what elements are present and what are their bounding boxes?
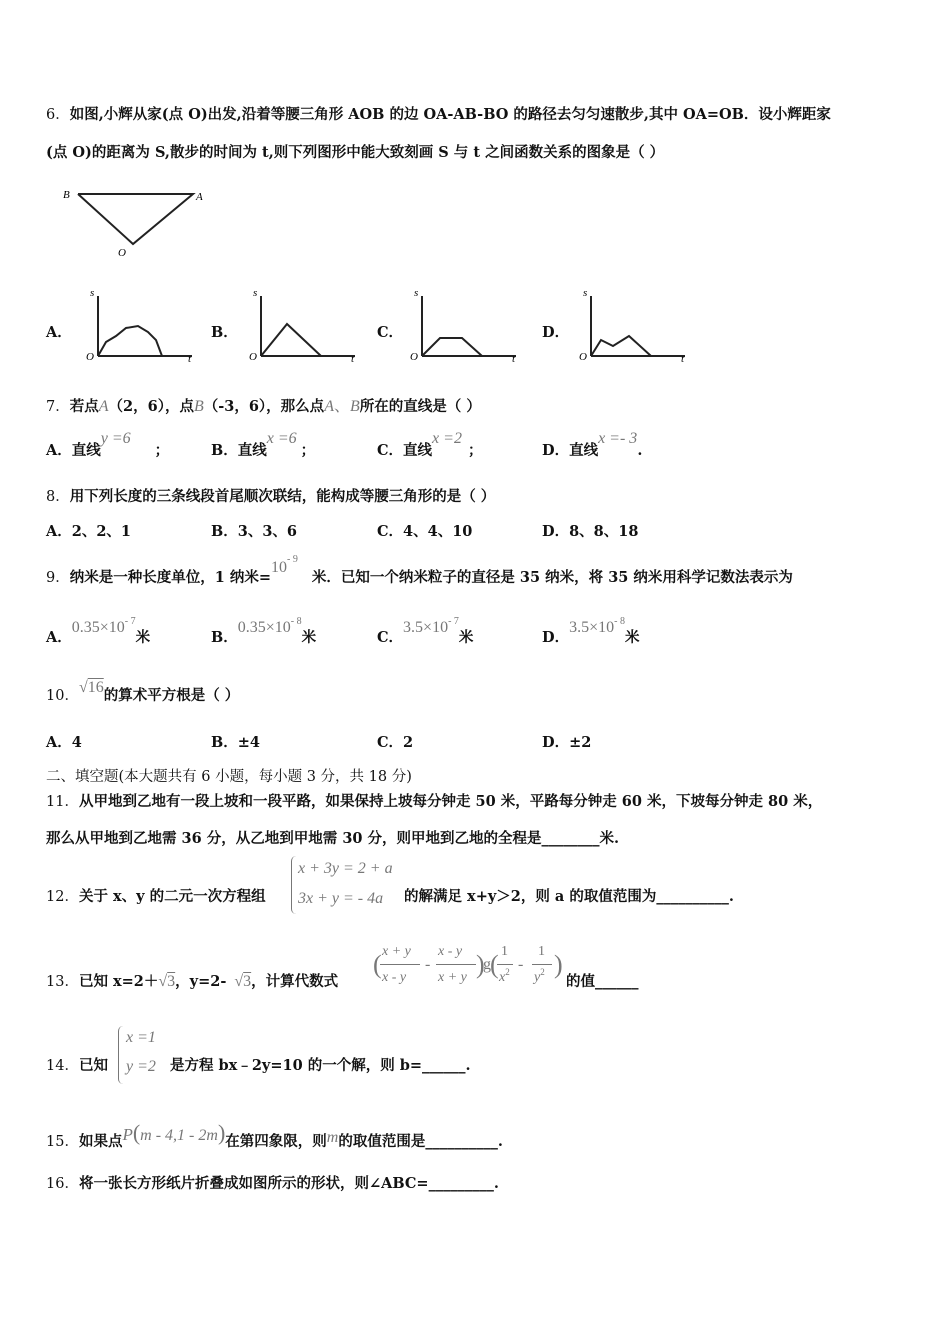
q13-mid-paren: ) xyxy=(476,950,485,979)
q13-frac1-num: x + y xyxy=(382,944,411,959)
q12-brace xyxy=(291,856,296,914)
q13-sqrt-2: √3 xyxy=(234,973,252,990)
svg-text:O: O xyxy=(118,247,126,259)
q8-option-c: C．4、4、10 xyxy=(377,523,473,540)
svg-text:O: O xyxy=(410,351,418,363)
q10-option-c: C．2 xyxy=(377,734,414,751)
q7-option-b: B．直线x =6； xyxy=(211,430,316,459)
q13-frac3-bar xyxy=(497,964,513,965)
q8-option-d: D．8、8、18 xyxy=(542,523,639,540)
svg-text:s: s xyxy=(583,287,588,299)
q13-sqrt-1: √3 xyxy=(158,973,176,990)
q8-option-b: B．3、3、6 xyxy=(211,523,298,540)
q12-equation-1: x + 3y = 2 + a xyxy=(298,860,393,877)
svg-text:O: O xyxy=(86,351,94,363)
q13-minus-1: - xyxy=(425,956,431,973)
svg-text:t: t xyxy=(188,353,192,364)
q14-brace xyxy=(118,1026,123,1084)
q10-option-b: B．±4 xyxy=(211,734,260,751)
q13-right-close-paren: ) xyxy=(554,950,563,979)
q14-stem-a: 14．已知 xyxy=(46,1057,108,1074)
q13-frac3-den: $x^2$ xyxy=(499,967,510,985)
q13-frac4-den: $y^2$ xyxy=(534,967,545,985)
q13-frac4-bar xyxy=(532,964,552,965)
q12-stem-b: 的解满足 x+y＞2，则 a 的取值范围为__________. xyxy=(404,888,734,905)
q6-option-d-graph xyxy=(575,284,695,364)
q13-dot: g xyxy=(483,956,491,973)
q7-option-a: A．直线y =6； xyxy=(46,430,170,459)
q8-stem: 8．用下列长度的三条线段首尾顺次联结，能构成等腰三角形的是（ ） xyxy=(46,488,496,505)
q7-stem: 7．若点A（2，6），点B（-3，6），那么点A、B所在的直线是（ ） xyxy=(46,398,481,415)
q11-line1: 11．从甲地到乙地有一段上坡和一段平路，如果保持上坡每分钟走 50 米，平路每分钟走 60 米，下坡每分钟走 80 米， xyxy=(46,793,823,810)
svg-text:B: B xyxy=(63,189,70,201)
q10-sqrt: √16 xyxy=(78,679,104,696)
svg-text:s: s xyxy=(414,287,419,299)
q13-frac2-num: x - y xyxy=(438,944,463,959)
q6-option-a-graph xyxy=(82,284,202,364)
svg-text:A: A xyxy=(196,191,203,203)
section-2-heading: 二、填空题(本大题共有 6 小题，每小题 3 分，共 18 分) xyxy=(46,769,412,785)
q13-frac4-num: 1 xyxy=(538,944,545,959)
q12-stem-a: 12．关于 x、y 的二元一次方程组 xyxy=(46,888,266,905)
q14-stem-b: 是方程 bx﹣2y=10 的一个解，则 b=______. xyxy=(170,1057,471,1074)
q11-line2: 那么从甲地到乙地需 36 分，从乙地到甲地需 30 分，则甲地到乙地的全程是________米. xyxy=(46,830,620,847)
q12-equation-2: 3x + y = - 4a xyxy=(298,890,384,907)
q16-stem: 16．将一张长方形纸片折叠成如图所示的形状，则∠ABC=_________. xyxy=(46,1175,499,1192)
q13-stem-b: 的值______ xyxy=(566,973,639,990)
q15-stem: 15．如果点P(m - 4,1 - 2m)在第四象限，则m的取值范围是__________. xyxy=(46,1120,503,1150)
q13-minus-2: - xyxy=(518,956,524,973)
q6-option-c-label: C． xyxy=(377,324,404,341)
q7-option-d: D．直线x =- 3. xyxy=(542,430,643,459)
q6-option-c-graph xyxy=(406,284,526,364)
q9-option-a: A．$0.35\times 10^{- 7}$米 xyxy=(46,616,151,646)
q6-option-a-label: A． xyxy=(46,324,72,341)
q13-left-paren: ( xyxy=(373,950,382,979)
q13-right-open-paren: ( xyxy=(490,950,499,979)
q13-frac2-den: x + y xyxy=(438,970,467,985)
q6-line2: (点 O)的距离为 S,散步的时间为 t,则下列图形中能大致刻画 S 与 t 之间函数关系的图象是（ ） xyxy=(46,144,665,161)
q8-option-a: A．2、2、1 xyxy=(46,523,132,540)
q13-frac1-bar xyxy=(380,964,420,965)
q9-option-d: D．$3.5\times 10^{- 8}$米 xyxy=(542,616,640,646)
q13-frac1-den: x - y xyxy=(382,970,407,985)
svg-text:s: s xyxy=(253,287,258,299)
q6-option-d-label: D． xyxy=(542,324,570,341)
svg-text:s: s xyxy=(90,287,95,299)
q10-option-d: D．±2 xyxy=(542,734,592,751)
q10-stem: 10．√16的算术平方根是（ ） xyxy=(46,679,240,704)
q14-equation-1: x =1 xyxy=(126,1029,156,1046)
q6-triangle-figure xyxy=(58,182,218,262)
q14-equation-2: y =2 xyxy=(126,1058,156,1075)
svg-text:t: t xyxy=(351,353,355,364)
q6-option-b-label: B． xyxy=(211,324,238,341)
q10-option-a: A．4 xyxy=(46,734,82,751)
q13-stem-a: 13．已知 x=2＋√3，y=2- √3，计算代数式 xyxy=(46,973,339,990)
q13-frac2-bar xyxy=(436,964,476,965)
q9-option-b: B．$0.35\times 10^{- 8}$米 xyxy=(211,616,317,646)
svg-text:t: t xyxy=(681,353,685,364)
svg-text:O: O xyxy=(579,351,587,363)
q7-option-c: C．直线x =2； xyxy=(377,430,483,459)
q6-option-b-graph xyxy=(245,284,365,364)
svg-text:t: t xyxy=(512,353,516,364)
q9-option-c: C．$3.5\times 10^{- 7}$米 xyxy=(377,616,474,646)
q6-line1: 6．如图,小辉从家(点 O)出发,沿着等腰三角形 AOB 的边 OA-AB-BO 的路径去匀匀速散步,其中 OA=OB．设小辉距家 xyxy=(46,106,831,123)
svg-text:O: O xyxy=(249,351,257,363)
q9-stem: 9．纳米是一种长度单位，1 纳米$=10^{- 9}$米．已知一个纳米粒子的直径是 35 纳米，将 35 纳米用科学记数法表示为 xyxy=(46,554,793,586)
q13-frac3-num: 1 xyxy=(501,944,508,959)
